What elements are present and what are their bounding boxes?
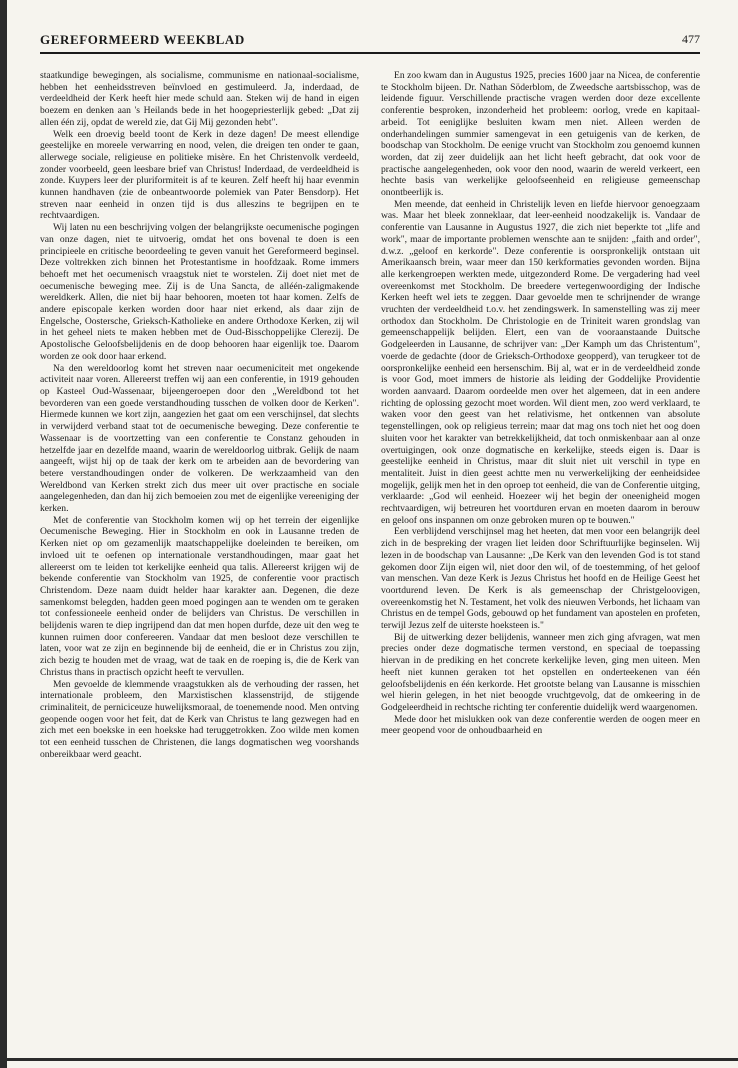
- paragraph: Men meende, dat eenheid in Christelijk leven en liefde hiervoor genoegzaam was. Maar het bleek zonneklaar, dat leer-eenheid noodzakelijk is. Vandaar de conferentie van Lausanne in Augustus 1927, die zich niet beperkte tot „life and work", maar de importante problemen wenschte aan te snijden: „faith and order", d.w.z. „geloof en kerkorde". Deze conferentie is oorspronkelijk ontstaan uit Amerikaansch brein, waar meer dan 150 kerkformaties gevonden worden. Bijna alle kerkengroepen werkten mede, uitgezonderd Rome. De vergadering had veel overeenkomst met Stockholm. De breedere vertegenwoordiging der Indische Kerken heeft wel iets te zeggen. Daar gevoelde men te schrijnender de wrange vruchten der verdeeldheid t.o.v. het zendingswerk. In samenstelling was zij meer orthodox dan Stockholm. De Christologie en de Triniteit waren grondslag van gemeenschappelijk belijden. Elert, een van de vooraanstaande Duitsche Godgeleerden in Lausanne, de schrijver van: „Der Kamph um das Christentum", voerde de gedachte (door de Grieksch-Orthodoxe geopperd), van terugkeer tot de oorspronkelijke eenheid een hersenschim. Bij al, wat er in de verdeeldheid zonde is voor God, moet immers de historie als leiding der Goddelijke Providentie worden aanvaard. Daarom oordeelde men over het algemeen, dat in een andere richting de oplossing gezocht moet worden. Wil dient men, zoo werd verklaard, te waken voor den geest van het relativisme, het ontkennen van absolute tegenstellingen, ook op religieus terrein; maar dat mag ons toch niet het oog doen sluiten voor het karakter van betrekkelijkheid, dat toch onmiskenbaar aan al onze overtuigingen, ook onze dogmatische en kerkelijke, steeds eigen is. Daar is geestelijke eenheid in Christus, maar dit sluit niet uit verschil in type en mentaliteit. Juist in dien geest achtte men nu verwerkelijking der eenheidsidee mogelijk, gelijk men het in den oproep tot eenheid, die van de Conferentie uitging, verklaarde: „God wil eenheid. Hoezeer wij het begin der oneenigheid mogen rechtvaardigen, wij betreuren het voortduren ervan en moeten daarom in berouw en geloof ons inspannen om onze gebroken muren op te bouwen.": [381, 198, 700, 526]
- article-body: [40, 70, 700, 1030]
- paragraph: Wij laten nu een beschrijving volgen der belangrijkste oecumenische pogingen van onze dagen, niet te uitvoerig, omdat het ons bovenal te doen is een principieele en critische beoordeeling te geven vanuit het Gereformeerd beginsel. Deze voltrekken zich binnen het Protestantisme in hoofdzaak. Rome immers behoeft met het oecumenisch vraagstuk niet te worstelen. Zij doet niet met de oecumenische beweging mee. Zij is de Una Sancta, de alléén-zaligmakende wereldkerk. Allen, die niet bij haar behooren, moeten tot haar komen. Zelfs de andere episcopale kerken worden door haar niet erkend, als daar zijn de Engelsche, Oostersche, Grieksch-Katholieke en andere Orthodoxe Kerken, zij wil in het geheel niets te maken hebben met de Oud-Bisschoppelijke Clerezij. De Apostolische Geloofsbelijdenis en de doop behooren haar eigenlijk toe. Daarom worden ze ook door haar erkend.: [40, 222, 359, 362]
- paragraph: Een verblijdend verschijnsel mag het heeten, dat men voor een belangrijk deel zich in de bespreking der vragen liet leiden door Schriftuurlijke beginselen. Wij lezen in de boodschap van Lausanne: „De Kerk van den levenden God is tot stand gekomen door Zijn eigen wil, niet door den wil, of de toestemming, of het geloof van menschen. Van deze Kerk is Jezus Christus het hoofd en de Heilige Geest het voortdurend leven. De Kerk is als gemeenschap der Christgeloovigen, overeenkomstig het N. Testament, het volk des nieuwen Verbonds, het lichaam van Christus en de tempel Gods, gebouwd op het fundament van apostelen en profeten, terwijl Jezus zelf de uiterste hoeksteen is.": [381, 526, 700, 632]
- left-column: [40, 70, 359, 1030]
- paragraph: Mede door het mislukken ook van deze conferentie werden de oogen meer en meer geopend voor de onhoudbaarheid en: [381, 713, 700, 737]
- paragraph: staatkundige bewegingen, als socialisme, communisme en nationaal-socialisme, hebben het eenheidsstreven beïnvloed en gestimuleerd. Ja, inderdaad, de verdeeldheid der Kerk heeft hier mede schuld aan. Steken wij de hand in eigen boezem en denken aan 's Heilands bede in het hoogepriesterlijk gebed: „Dat zij allen één zij, opdat de wereld zie, dat Gij Mij gezonden hebt".: [40, 70, 359, 128]
- paragraph: Met de conferentie van Stockholm komen wij op het terrein der eigenlijke Oecumenische Beweging. Hier in Stockholm en ook in Lausanne treden de Kerken niet op om gezamenlijk maatschappelijke doeleinden te bereiken, om invloed uit te oefenen op internationale verstandhoudingen, maar gaat het allereerst om te leiden tot kerkelijke eenheid qua talis. Allereerst krijgen wij de bekende conferentie van Stockholm van 1925, de conferentie voor practisch Christendom. Deze naam duidt helder haar karakter aan. Degenen, die deze samenkomst belegden, hadden geen moed pogingen aan te wenden om te geraken tot confessioneele eenheid onder de belijders van Christus. De verschillen in belijdenis waren te diep ingrijpend dan dat men hopen durfde, deze uit den weg te kunnen ruimen door confereeren. Vandaar dat men besloot deze verschillen te laten, voor wat ze zijn en beginnende bij de eenheid, die er in Christus zou zijn, zich bezig te houden met de vraag, wat de taak en de roeping is, die de Kerk van Christus thans in practisch opzicht heeft te vervullen.: [40, 514, 359, 678]
- paragraph: Men gevoelde de klemmende vraagstukken als de verhouding der rassen, het internationale probleem, den Marxistischen klassenstrijd, de stijgende criminaliteit, de perniciceuze huwelijksmoraal, de toenemende nood. Men ontving geopende oogen voor het feit, dat de Kerk van Christus te lang gezwegen had en zich met een boekske in een hoekske had teruggetrokken. Zoo wilde men komen tot een eenheid tusschen de Christenen, die langs dogmatischen weg voorshands onbereikbaar werd geacht.: [40, 678, 359, 760]
- running-header: [40, 30, 700, 54]
- paragraph: En zoo kwam dan in Augustus 1925, precies 1600 jaar na Nicea, de conferentie te Stockholm bijeen. Dr. Nathan Söderblom, de Zweedsche aartsbisschop, was de leidende figuur. Verschillende practische vragen werden door deze excellente conferentie besproken, inzonderheid het probleem: oorlog, vrede en kapitaal-arbeid. Tot eeniglijke besluiten kwam men niet. Alleen werden de onderhandelingen summier samengevat in een getuigenis van de kerken, de boodschap van Stockholm. De eenige vrucht van Stockholm zou genoemd kunnen worden, dat zij zeer duidelijk aan het licht heeft gebracht, dat ook voor de practische aangelegenheden, ook voor den nood, waarin de wereld verkeert, een hechte basis van werkelijke geloofseenheid en religieuse gemeenschap onontbeerlijk is.: [381, 70, 700, 199]
- paragraph: Welk een droevig beeld toont de Kerk in deze dagen! De meest ellendige geestelijke en moreele verwarring en nood, velen, die dreigen ten onder te gaan, allerwege sociale, religieuse en politieke misère. En het Christenvolk verdeeld, zonder voorbeeld, geen leesbare brief van Christus! Inderdaad, de verdeeldheid is zonde. Kuypers leer der pluriformiteit is af te keuren. Zelf heeft hij haar evenmin kunnen handhaven (zie de onbeantwoorde polemiek van Pater Bensdorp). Het streven naar eenheid in onzen tijd is dus alleszins te begrijpen en te rechtvaardigen.: [40, 128, 359, 222]
- paragraph: Bij de uitwerking dezer belijdenis, wanneer men zich ging afvragen, wat men precies onder deze dogmatische termen verstond, en speciaal de toepassing hiervan in de prediking en het concrete kerkelijke leven, ging men uiteen. Men heeft niet kunnen geraken tot het opstellen en onderteekenen van één geloofsbelijdenis en één kerkorde. Het grootste belang van Lausanne is misschien wel hierin gelegen, in het niet beoogde vruchtgevolg, dat de omkeering in de Godgeleerdheid in rechtsche richting ter conferentie duidelijk werd waargenomen.: [381, 631, 700, 713]
- paragraph: Na den wereldoorlog komt het streven naar oecumeniciteit met ongekende activiteit naar voren. Allereerst treffen wij aan een conferentie, in 1919 gehouden op Kasteel Oud-Wassenaar, bijeengeroepen door den „Wereldbond tot het bevorderen van een goede verstandhouding tusschen de volken door de Kerken". Hiermede kunnen we kort zijn, aangezien het gaat om een verschijnsel, dat slechts in verwijderd verband staat tot de oecumenische beweging. Deze conferentie te Wassenaar is de voortzetting van een conferentie te Constanz gehouden in hetzelfde jaar en dezelfde maand, waarin de wereldoorlog uitbrak. Gelijk de naam aangeeft, wijst hij op de taak der kerk om te arbeiden aan de bevordering van betere verstandhoudingen onder de volkeren. De werkzaamheid van den Wereldbond van Kerken strekt zich dus meer uit over practische en sociale aangelegenheden, dan dan hij zich bemoeien zou met de eigenlijke vereeniging der kerken.: [40, 362, 359, 515]
- right-column: [381, 70, 700, 1030]
- journal-page: [40, 0, 700, 1068]
- publication-title: GEREFORMEERD WEEKBLAD: [40, 32, 245, 47]
- page-edge-shadow: [0, 0, 7, 1068]
- page-bottom-edge: [0, 1058, 738, 1061]
- page-number: 477: [682, 32, 700, 46]
